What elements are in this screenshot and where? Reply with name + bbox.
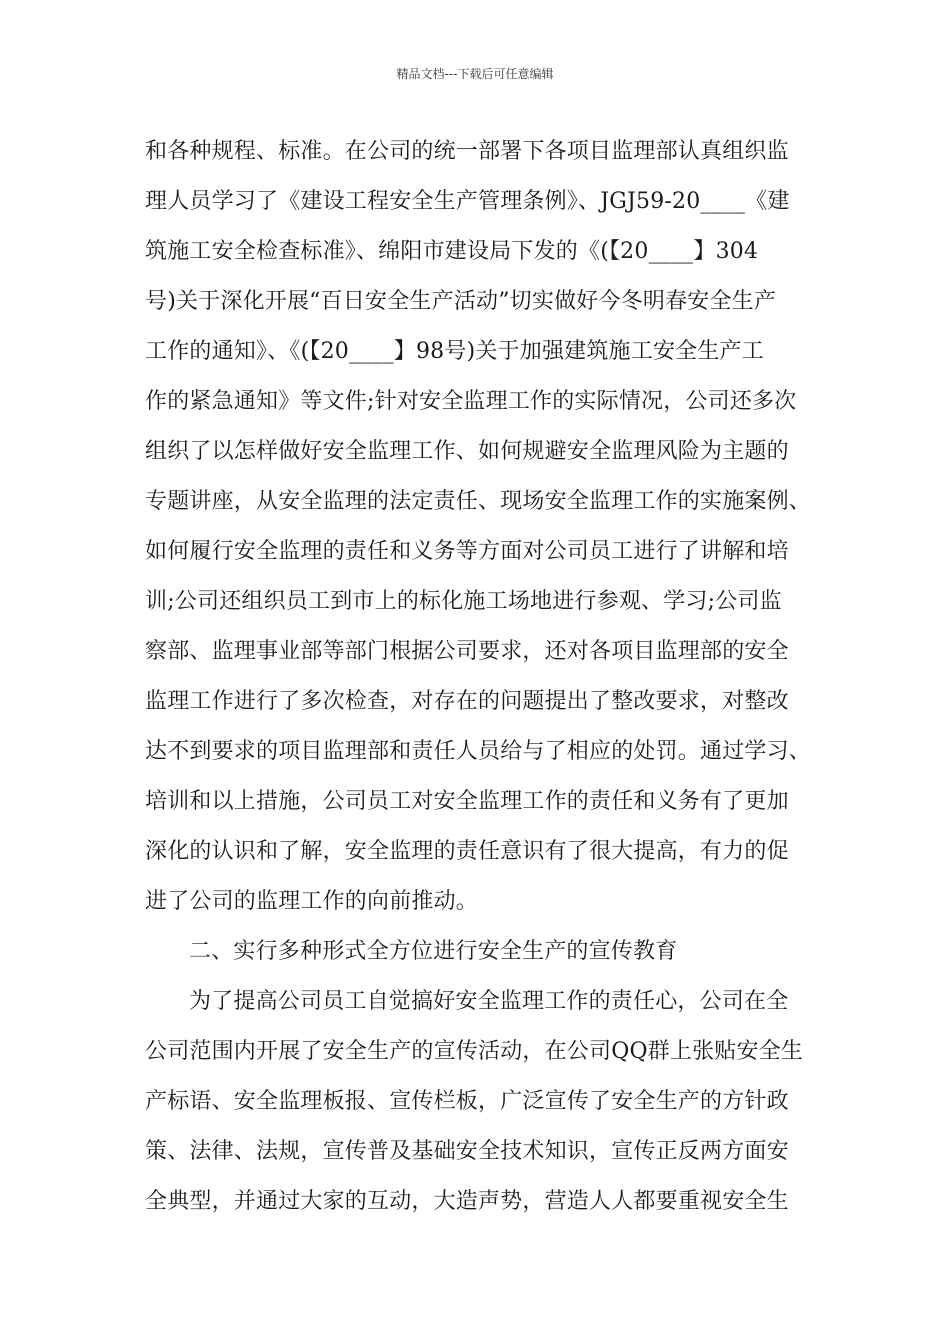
- section-heading: 二、实行多种形式全方位进行安全生产的宣传教育: [189, 939, 678, 964]
- text-line: 号)关于深化开展“百日安全生产活动”切实做好今冬明春安全生产: [145, 289, 777, 314]
- text-line: 全典型，并通过大家的互动，大造声势，营造人人都要重视安全生: [145, 1189, 789, 1214]
- text-line: 策、法律、法规，宣传普及基础安全技术知识，宣传正反两方面安: [145, 1139, 789, 1164]
- text-line: 工作的通知》、《(【20____】98号)关于加强建筑施工安全生产工: [145, 339, 764, 364]
- paragraph-2: [145, 977, 815, 1227]
- text-line: 培训和以上措施，公司员工对安全监理工作的责任和义务有了更加: [145, 789, 789, 814]
- text-line: 为了提高公司员工自觉搞好安全监理工作的责任心，公司在全: [189, 989, 789, 1014]
- text-line: 察部、监理事业部等部门根据公司要求，还对各项目监理部的安全: [145, 639, 789, 664]
- text-line: 如何履行安全监理的责任和义务等方面对公司员工进行了讲解和培: [145, 539, 789, 564]
- text-line: 监理工作进行了多次检查，对存在的问题提出了整改要求，对整改: [145, 689, 789, 714]
- text-line: 作的紧急通知》等文件;针对安全监理工作的实际情况，公司还多次: [145, 389, 797, 414]
- text-line: 筑施工安全检查标准》、绵阳市建设局下发的《(【20____】304: [145, 239, 759, 264]
- text-line: 公司范围内开展了安全生产的宣传活动，在公司QQ群上张贴安全生: [145, 1039, 804, 1064]
- page-header: 精品文档---下载后可任意编辑: [396, 67, 554, 81]
- text-line: 进了公司的监理工作的向前推动。: [145, 889, 479, 914]
- text-line: 产标语、安全监理板报、宣传栏板，广泛宣传了安全生产的方针政: [145, 1089, 789, 1114]
- text-line: 深化的认识和了解，安全监理的责任意识有了很大提高，有力的促: [145, 839, 789, 864]
- text-line: 和各种规程、标准。在公司的统一部署下各项目监理部认真组织监: [145, 139, 789, 164]
- paragraph-1: [145, 127, 815, 927]
- text-line: 达不到要求的项目监理部和责任人员给与了相应的处罚。通过学习、: [145, 739, 812, 764]
- text-line: 训;公司还组织员工到市上的标化施工场地进行参观、学习;公司监: [145, 589, 782, 614]
- text-line: 组织了以怎样做好安全监理工作、如何规避安全监理风险为主题的: [145, 439, 789, 464]
- document-body: [145, 127, 815, 1227]
- section-heading-2: [145, 927, 815, 977]
- text-line: 理人员学习了《建设工程安全生产管理条例》、JGJ59-20____《建: [145, 189, 790, 214]
- text-line: 专题讲座，从安全监理的法定责任、现场安全监理工作的实施案例、: [145, 489, 812, 514]
